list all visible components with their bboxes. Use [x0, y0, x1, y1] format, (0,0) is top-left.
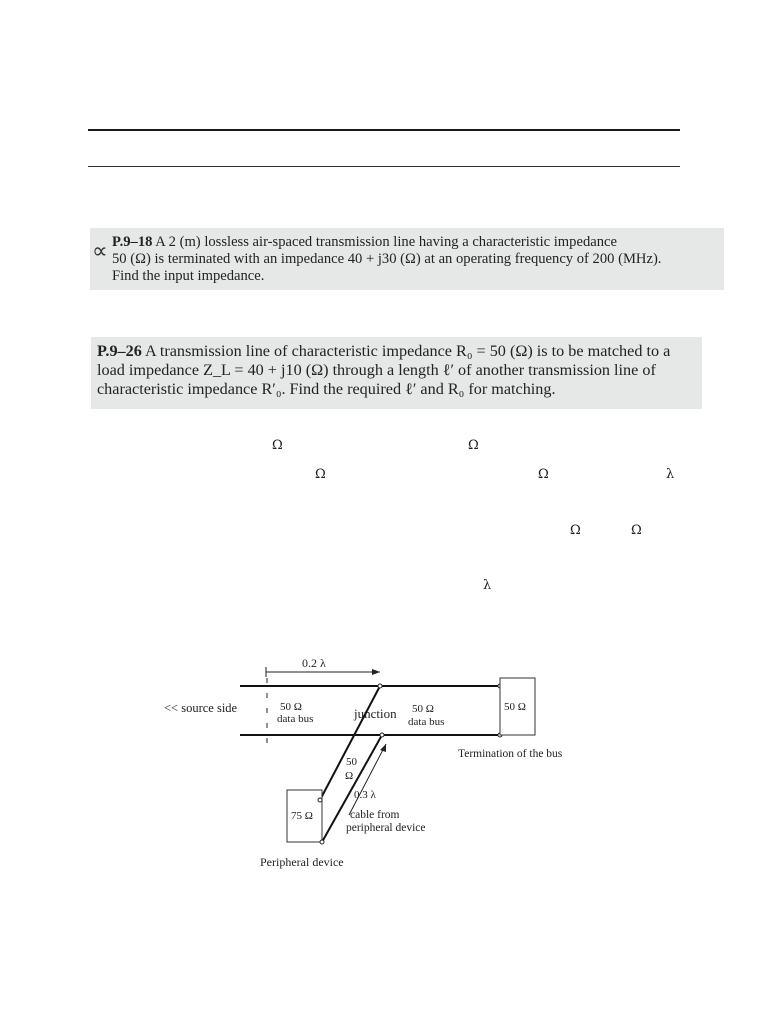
problem-18-line-3: Find the input impedance. [112, 268, 265, 285]
cable-dimension-line [349, 744, 386, 815]
peripheral-terminal [320, 840, 324, 844]
omega-symbol: Ω [315, 467, 326, 482]
lambda-symbol: λ [483, 578, 492, 593]
omega-symbol: Ω [631, 523, 642, 538]
problem-18-line-1: P.9–18 A 2 (m) lossless air-spaced transmission line having a characteristic impedance [112, 234, 617, 250]
peripheral-label: Peripheral device [260, 855, 344, 869]
peripheral-terminal [318, 798, 322, 802]
left-bus-impedance: 50 Ω [280, 701, 302, 713]
handwritten-mark-icon: ∝ [92, 238, 108, 263]
junction-node [380, 733, 384, 737]
dimension-label: 0.2 λ [302, 656, 326, 670]
problem-26-line-1: P.9–26 A transmission line of characteristic impedance R₀ = 50 (Ω) is to be matched to a [97, 342, 671, 360]
peripheral-value: 75 Ω [291, 810, 313, 822]
termination-value: 50 Ω [504, 701, 526, 713]
branch-cable-conductor-1 [320, 686, 380, 800]
junction-label: junction [354, 706, 397, 721]
right-bus-impedance: 50 Ω [412, 703, 434, 715]
source-side-label: << source side [164, 701, 238, 715]
problem-18-line-2: 50 (Ω) is terminated with an impedance 40 + j30 (Ω) at an operating frequency of 200 (MHz). [112, 251, 662, 268]
problem-26-line-2: load impedance Z_L = 40 + j10 (Ω) through a length ℓ′ of another transmission line of [97, 361, 656, 380]
problem-18-id: P.9–18 [112, 234, 153, 250]
problem-26-id: P.9–26 [97, 342, 142, 360]
junction-node [378, 684, 382, 688]
omega-symbol: Ω [468, 438, 479, 453]
cable-impedance-number: 50 [346, 756, 357, 768]
cable-label-line-1: cable from [350, 809, 400, 821]
cable-dimension-arrowhead [380, 744, 386, 752]
problem-26-line-3: characteristic impedance R′₀. Find the required ℓ′ and R₀ for matching. [97, 380, 556, 399]
cable-impedance-unit: Ω [345, 770, 354, 782]
cable-length-label: 0.3 λ [354, 789, 376, 801]
omega-symbol: Ω [570, 523, 581, 538]
dimension-arrowhead [372, 669, 380, 675]
cable-label-line-2: peripheral device [346, 822, 426, 834]
right-bus-label: data bus [408, 716, 445, 728]
lambda-symbol: λ [666, 467, 675, 482]
omega-symbol: Ω [272, 438, 283, 453]
termination-label: Termination of the bus [458, 748, 563, 760]
omega-symbol: Ω [538, 467, 549, 482]
left-bus-label: data bus [277, 713, 314, 725]
